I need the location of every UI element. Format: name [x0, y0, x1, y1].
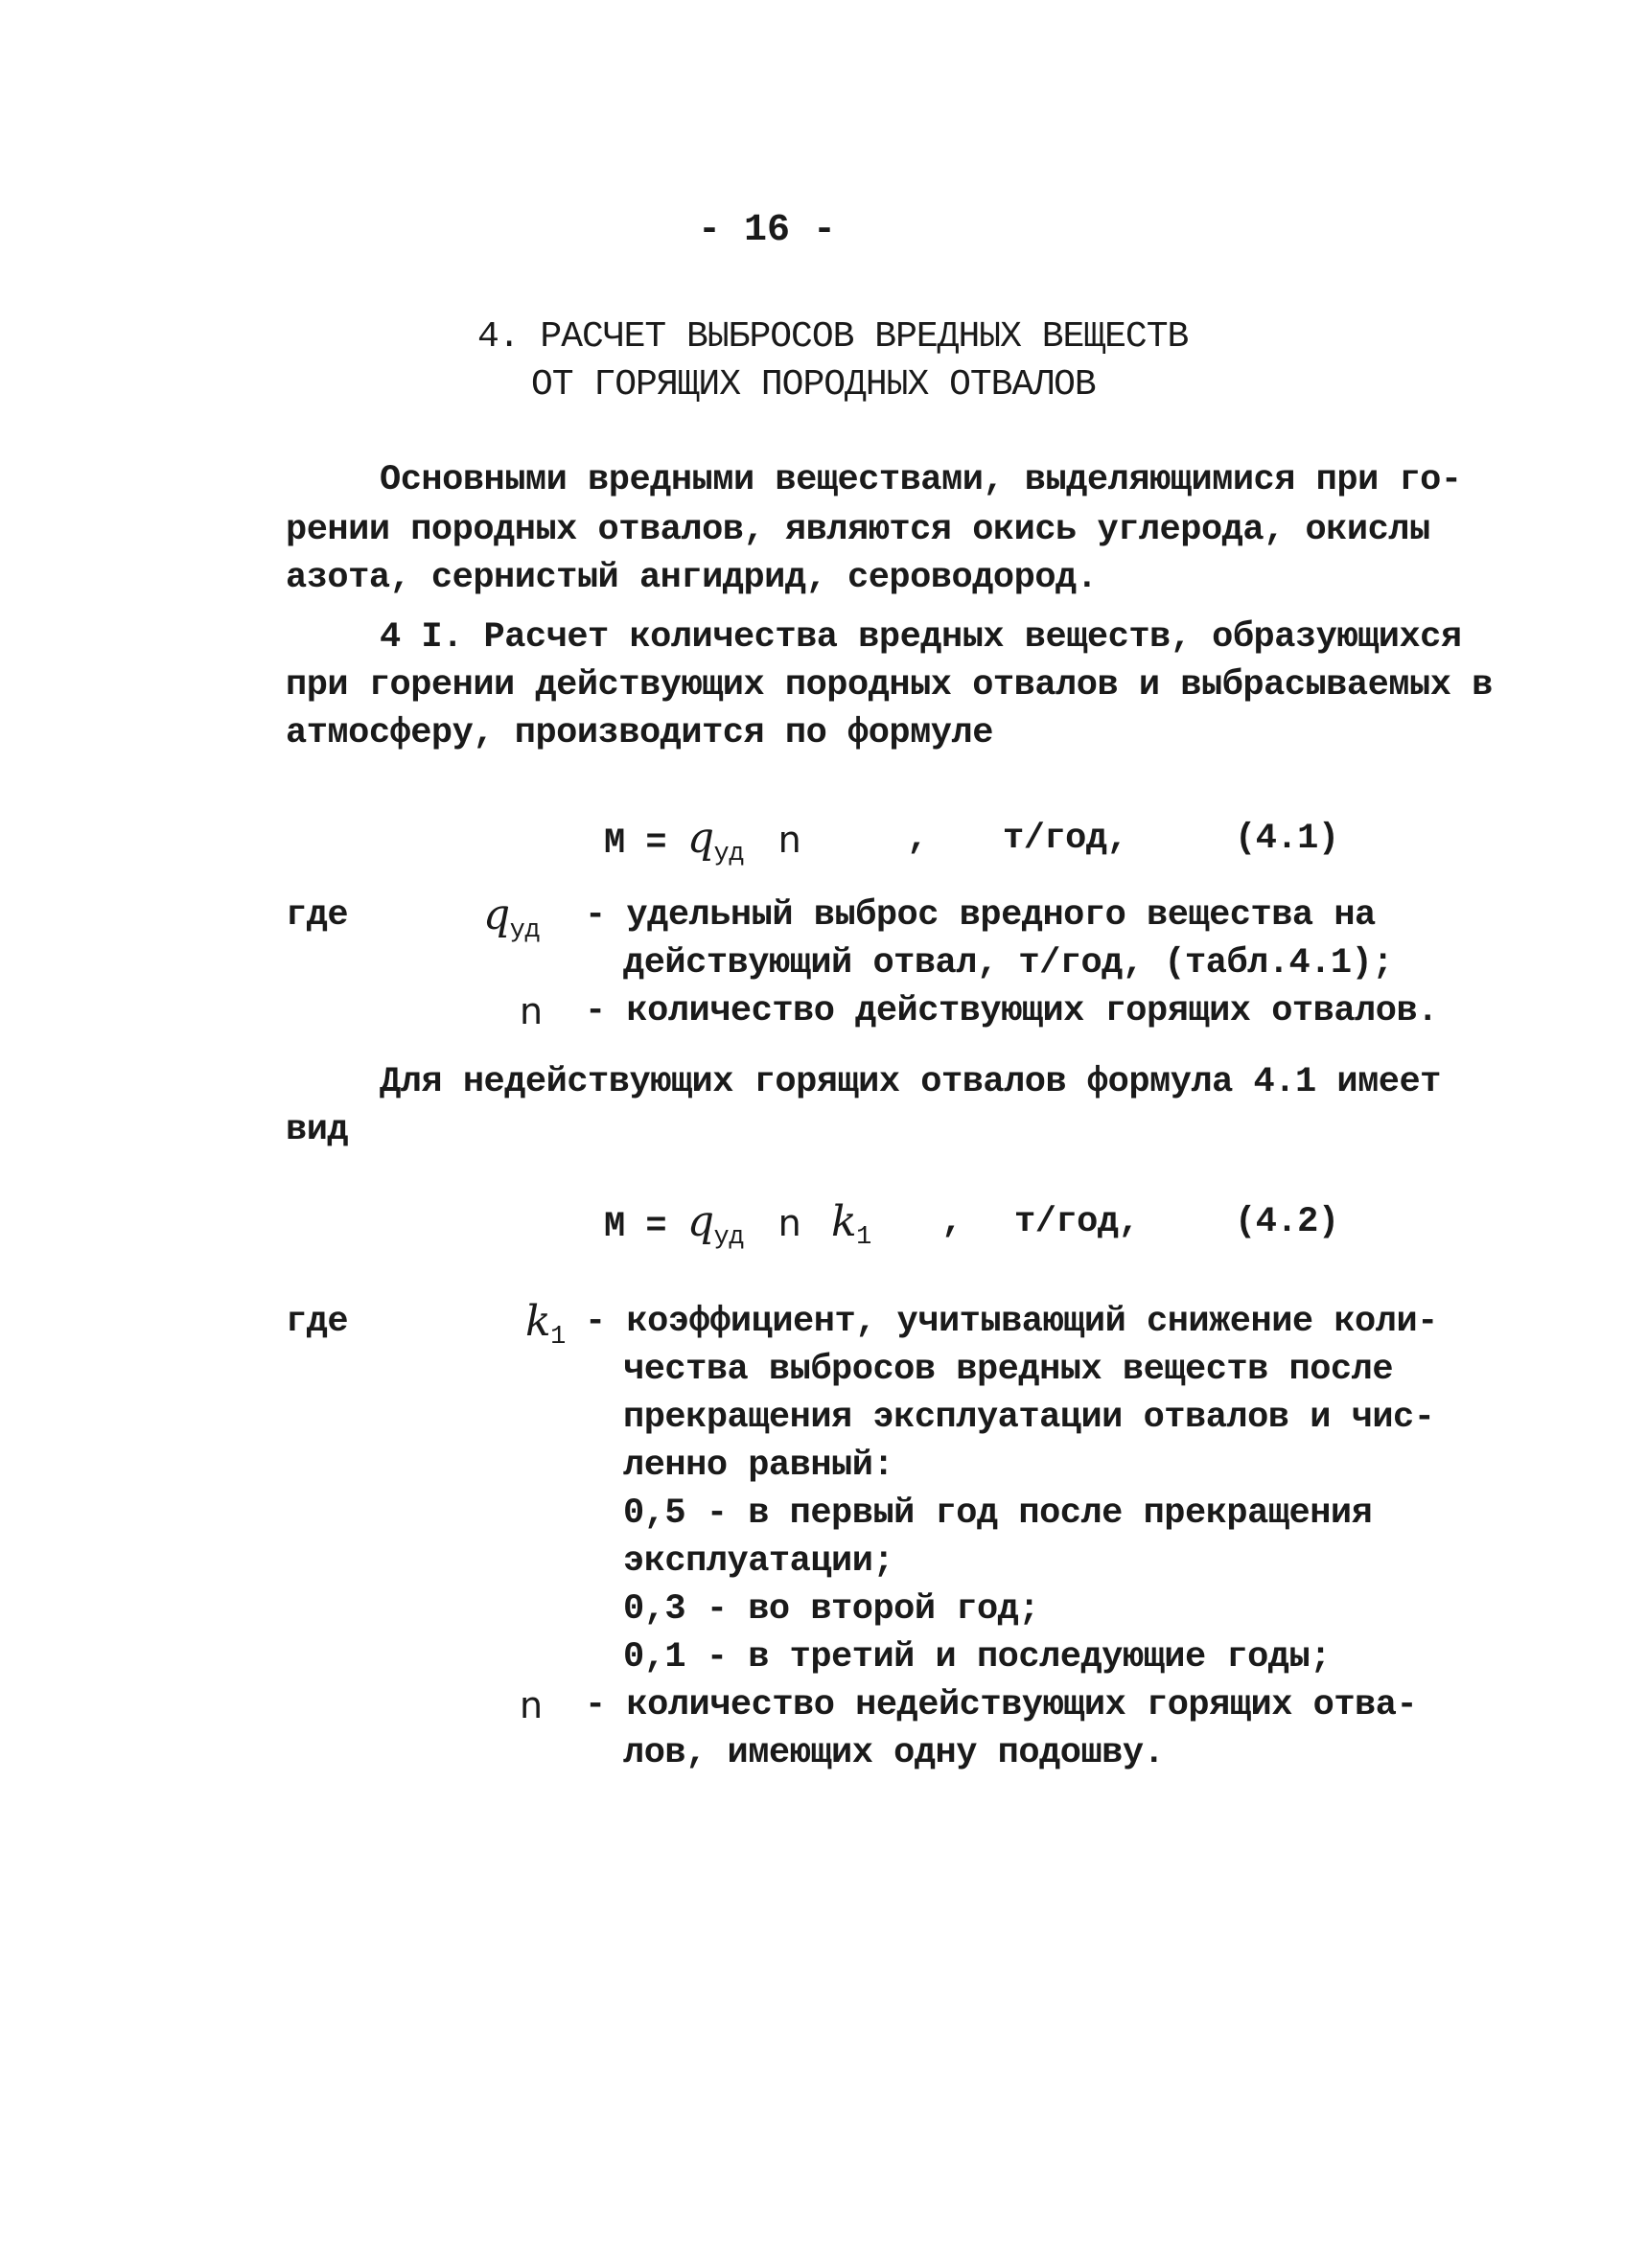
n-definition-symbol: n — [520, 990, 543, 1032]
q-symbol: q — [686, 1197, 714, 1246]
k1-value-first-year: 0,5 - в первый год после прекращения — [623, 1493, 1373, 1534]
q-ud-description-line-2: действующий отвал, т/год, (табл.4.1); — [623, 943, 1394, 984]
formula-4-1 — [604, 815, 800, 878]
k1-value-first-year-cont: эксплуатации; — [623, 1541, 894, 1582]
k1-description-line-3: прекращения эксплуатации отвалов и чис- — [623, 1398, 1435, 1438]
where-label-2: где — [286, 1302, 349, 1342]
k1-description-line-1: - коэффициент, учитывающий снижение коли- — [585, 1302, 1438, 1342]
k1-value-third-year: 0,1 - в третий и последующие годы; — [623, 1637, 1331, 1678]
n-definition-symbol-2: n — [520, 1684, 543, 1726]
intro-line-1: Основными вредными веществами, выделяющимися при го- — [380, 460, 1462, 500]
k1-description-line-4: ленно равный: — [623, 1446, 894, 1486]
q-symbol: q — [686, 814, 714, 863]
k-subscript: 1 — [856, 1223, 871, 1252]
intro-line-3: азота, сернистый ангидрид, сероводород. — [286, 558, 1098, 598]
formula-4-2-unit: т/год, — [1014, 1202, 1140, 1242]
paragraph-2-line-1: Для недействующих горящих отвалов формула 4.1 имеет — [380, 1062, 1441, 1102]
k1-definition-symbol — [525, 1298, 566, 1361]
q-ud-description-line-1: - удельный выброс вредного вещества на — [585, 895, 1376, 936]
section-4-1-line-2: при горении действующих породных отвалов и выбрасываемых в — [286, 665, 1493, 706]
formula-4-1-comma: , — [907, 819, 928, 859]
formula-4-2-number: (4.2) — [1235, 1202, 1339, 1242]
n-symbol: n — [777, 1202, 801, 1244]
intro-line-2: рении породных отвалов, являются окись углерода, окислы — [286, 510, 1430, 550]
section-heading-line-1: 4. РАСЧЕТ ВЫБРОСОВ ВРЕДНЫХ ВЕЩЕСТВ — [477, 316, 1189, 358]
formula-4-1-number: (4.1) — [1235, 819, 1339, 859]
n-description-2-line-1: - количество недействующих горящих отва- — [585, 1685, 1418, 1725]
k1-value-second-year: 0,3 - во второй год; — [623, 1589, 1040, 1630]
formula-4-2-comma: , — [941, 1202, 963, 1242]
n-description: - количество действующих горящих отвалов. — [585, 991, 1438, 1031]
where-label-1: где — [286, 895, 349, 936]
formula-lhs: М = — [604, 823, 667, 864]
n-description-2-line-2: лов, имеющих одну подошву. — [623, 1733, 1165, 1773]
section-4-1-line-1: 4 I. Расчет количества вредных веществ, образующихся — [380, 617, 1462, 658]
page-number: - 16 - — [698, 209, 837, 252]
formula-4-2 — [604, 1198, 871, 1261]
formula-4-1-unit: т/год, — [1003, 819, 1128, 859]
k-symbol: k — [525, 1297, 551, 1346]
formula-lhs: М = — [604, 1207, 667, 1247]
k1-description-line-2: чества выбросов вредных веществ после — [623, 1350, 1394, 1390]
q-ud-definition-symbol — [483, 891, 540, 955]
q-symbol: q — [483, 891, 510, 939]
section-heading-line-2: ОТ ГОРЯЩИХ ПОРОДНЫХ ОТВАЛОВ — [531, 364, 1096, 405]
section-4-1-line-3: атмосферу, производится по формуле — [286, 713, 993, 753]
q-subscript: уд — [509, 916, 541, 945]
k-subscript: 1 — [550, 1323, 566, 1352]
q-subscript: уд — [713, 1223, 744, 1252]
q-subscript: уд — [713, 840, 744, 868]
k-symbol: k — [830, 1197, 857, 1246]
paragraph-2-line-2: вид — [286, 1110, 349, 1150]
n-symbol: n — [777, 819, 801, 861]
